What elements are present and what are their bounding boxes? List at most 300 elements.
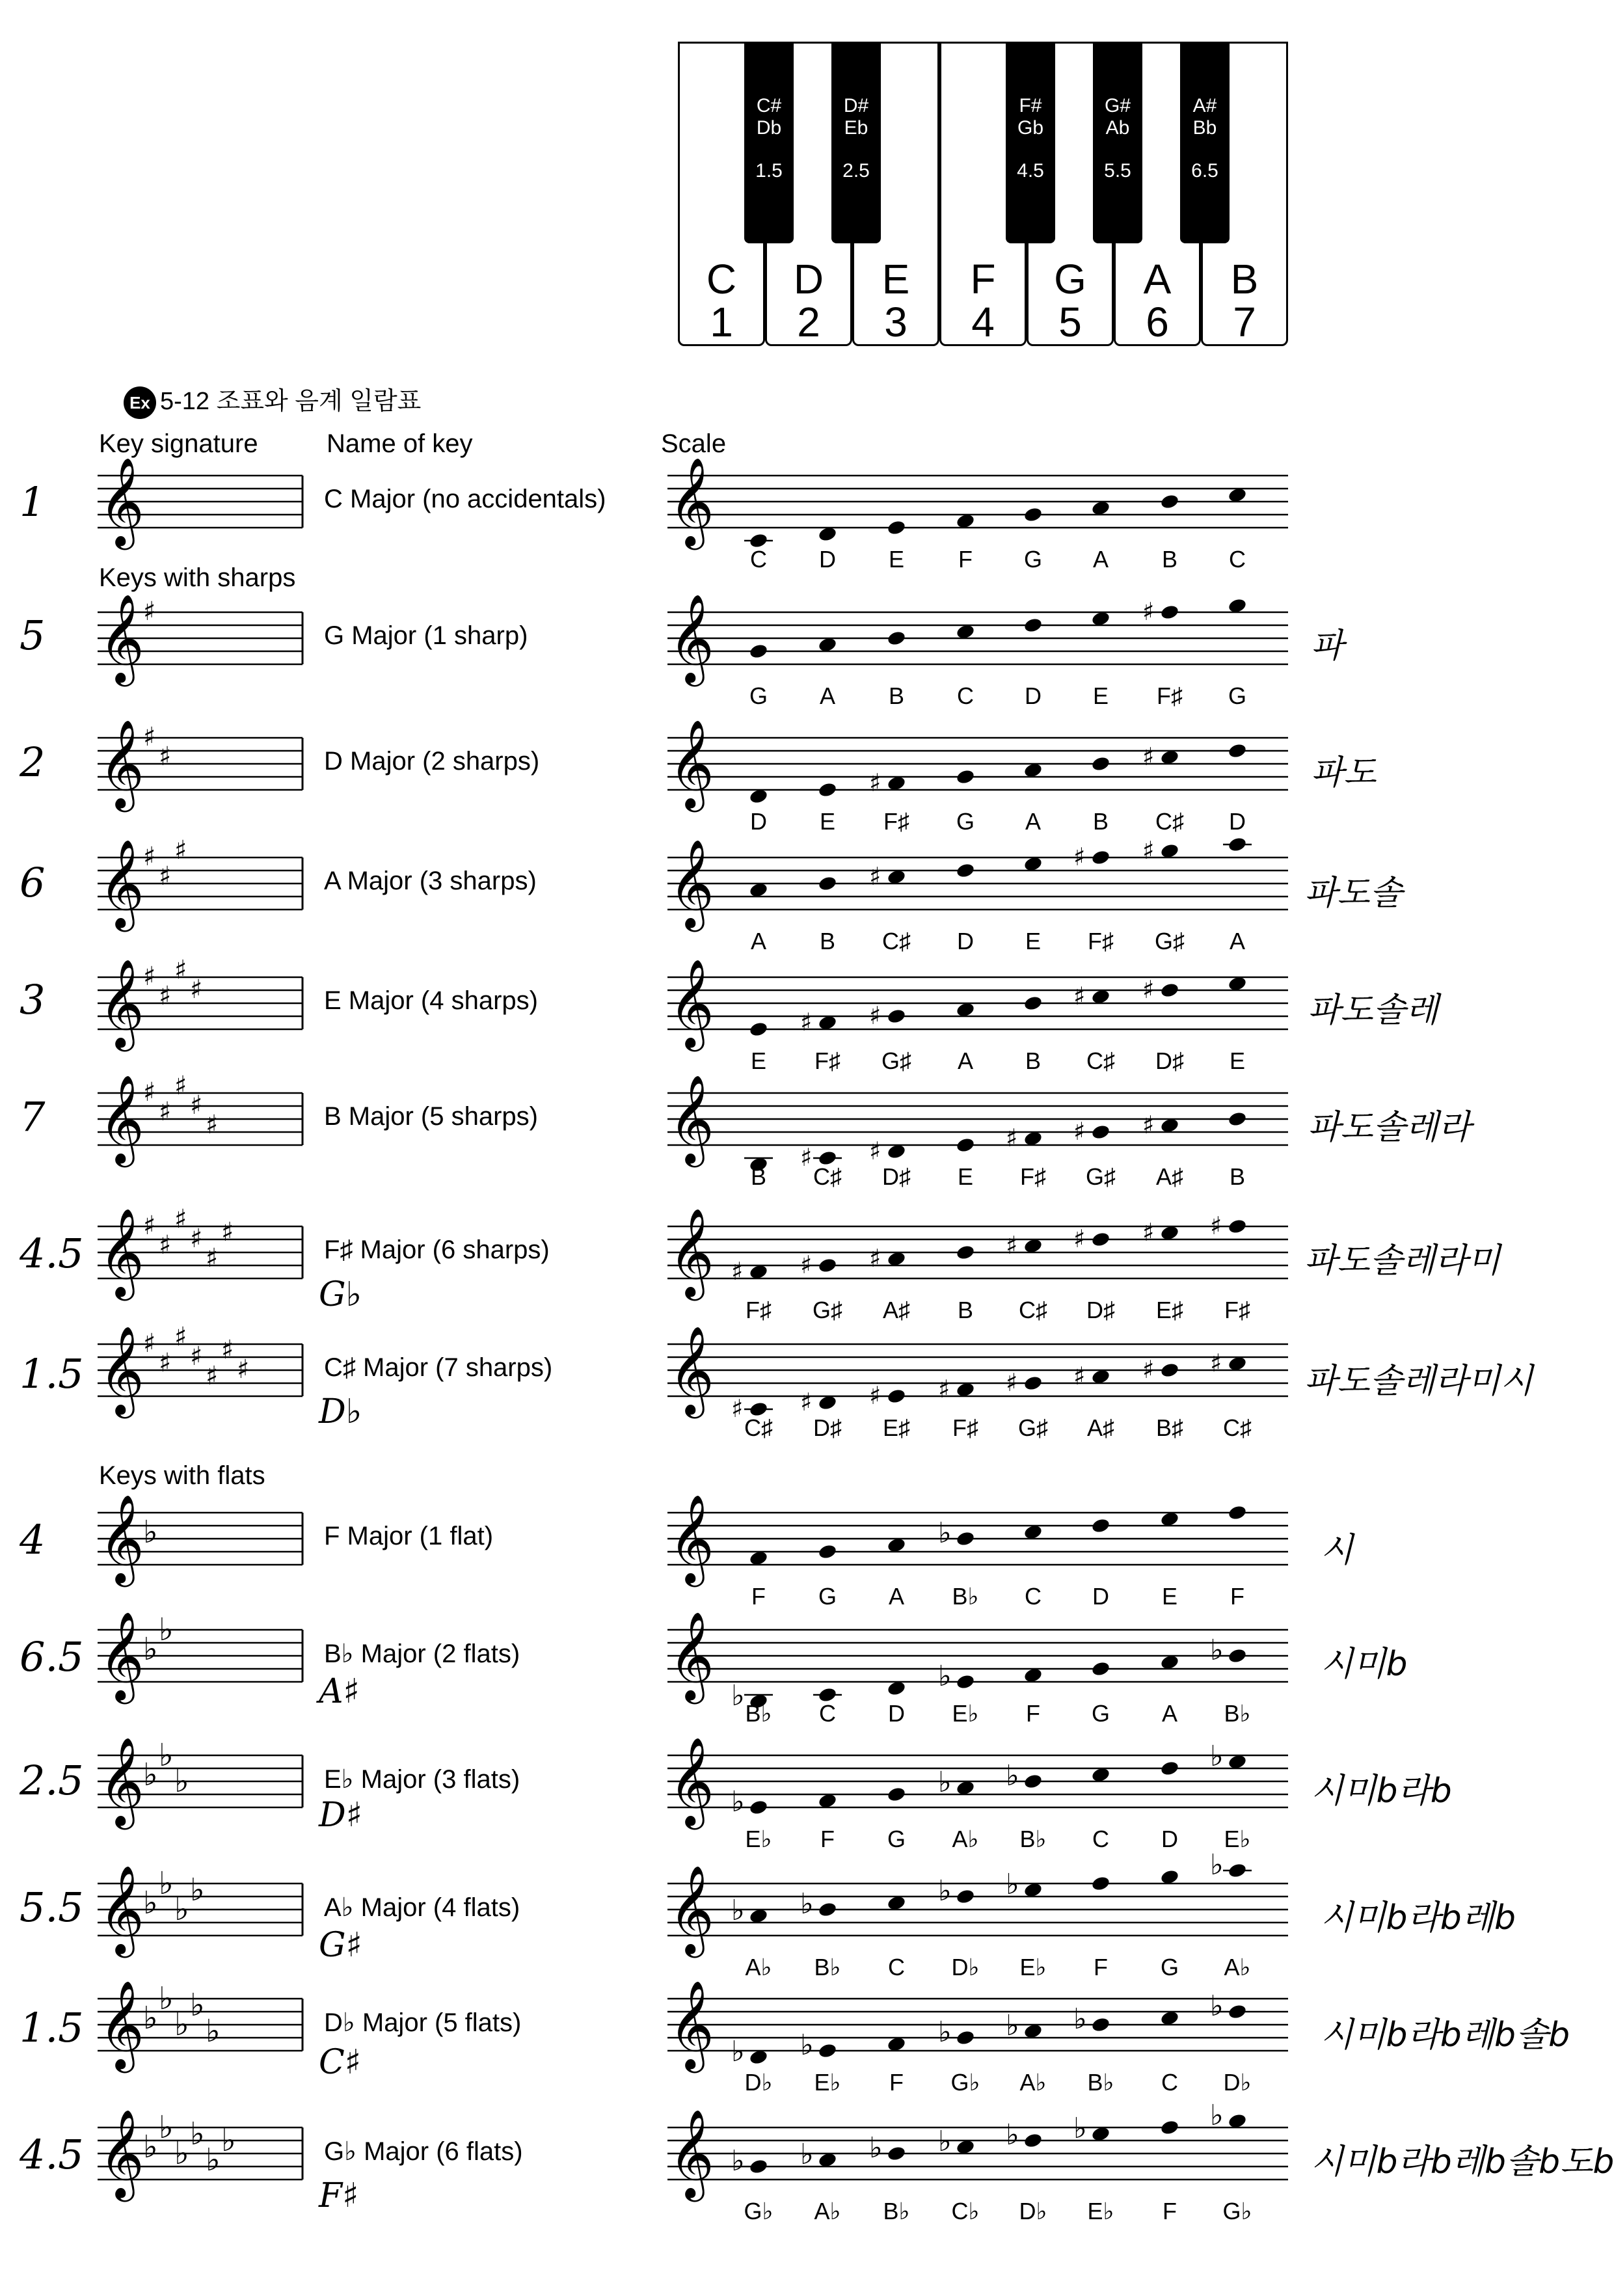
flat-icon: ♭ <box>869 2131 883 2165</box>
scale-note-label: C <box>1025 1583 1042 1610</box>
key-signature-staff <box>91 951 312 1055</box>
sharp-icon: ♯ <box>1142 975 1155 1004</box>
handwritten-solfege: 시미b라b레b솔b <box>1321 2016 1570 2055</box>
margin-annotation: 5 <box>20 612 46 659</box>
margin-annotation: 7 <box>20 1093 46 1141</box>
sharp-icon: ♯ <box>206 1243 219 1273</box>
sharp-icon: ♯ <box>190 1342 203 1371</box>
scale-note-label: A <box>888 1583 904 1610</box>
margin-annotation: 1.5 <box>20 2004 84 2051</box>
key-name: D Major (2 sharps) <box>324 747 540 776</box>
sharp-icon: ♯ <box>1073 1224 1086 1253</box>
scale-note-label: C <box>1161 2069 1178 2096</box>
sharp-icon: ♯ <box>159 1348 172 1378</box>
key-flat-name: Ab <box>1105 117 1130 139</box>
key-flat-name: Gb <box>1017 117 1044 139</box>
treble-clef-icon: 𝄞 <box>669 456 714 546</box>
black-key-d-sharp <box>831 42 881 243</box>
note-head <box>1160 982 1180 999</box>
flat-icon: ♭ <box>190 2116 205 2152</box>
scale-note-label: A <box>819 682 835 709</box>
key-signature-staff <box>91 450 312 554</box>
handwritten-enharmonic: G♯ <box>319 1926 362 1965</box>
note-head <box>749 1021 769 1038</box>
margin-annotation: 1.5 <box>20 1350 84 1398</box>
note-head <box>1091 1231 1111 1248</box>
scale-note-label: F <box>1163 2198 1177 2224</box>
key-sharp-name: C# <box>756 95 782 116</box>
black-key-g-sharp <box>1093 42 1142 243</box>
key-signature-staff <box>91 1487 312 1591</box>
treble-clef-icon: 𝄞 <box>669 2108 714 2198</box>
scale-note-label: D♭ <box>1019 2198 1047 2224</box>
scale-note-label: B♭ <box>1087 2069 1114 2096</box>
flat-icon: ♭ <box>143 2129 158 2165</box>
flat-icon: ♭ <box>1006 2118 1019 2152</box>
scale-note-label: A <box>957 1047 973 1074</box>
treble-clef-icon: 𝄞 <box>99 718 144 808</box>
scale-note-label: C♯ <box>813 1163 842 1190</box>
scale-note-label: A <box>1092 546 1109 573</box>
key-name: C♯ Major (7 sharps) <box>324 1353 553 1382</box>
scale-note-label: G <box>956 808 975 835</box>
scale-note-label: C♯ <box>744 1414 773 1441</box>
scale-note-label: C <box>957 682 974 709</box>
handwritten-solfege: 시미b라b레b솔b도b <box>1311 2142 1614 2181</box>
note-head <box>1023 2132 1043 2149</box>
flat-icon: ♭ <box>174 2006 189 2043</box>
scale-note-label: G♭ <box>744 2198 773 2224</box>
flat-icon: ♭ <box>938 1766 952 1799</box>
key-name: D♭ Major (5 flats) <box>324 2008 522 2037</box>
margin-annotation: 5.5 <box>20 1884 84 1931</box>
note-head <box>1091 1517 1111 1534</box>
sharp-icon: ♯ <box>159 742 172 772</box>
handwritten-solfege: 파도 <box>1311 753 1377 792</box>
sharp-icon: ♯ <box>174 1322 187 1352</box>
scale-note-label: D♭ <box>744 2069 773 2096</box>
sharp-icon: ♯ <box>1210 1349 1222 1377</box>
sharp-icon: ♯ <box>1142 597 1155 626</box>
scale-note-label: A♭ <box>1019 2069 1047 2096</box>
key-number: 7 <box>1233 299 1256 345</box>
note-head <box>1023 995 1043 1012</box>
scale-note-label: E♯ <box>882 1414 910 1441</box>
sharp-icon: ♯ <box>731 1257 744 1286</box>
handwritten-solfege: 시 <box>1321 1531 1354 1570</box>
scale-note-label: E <box>957 1163 973 1190</box>
flat-icon: ♭ <box>206 2013 221 2049</box>
scale-note-label: F♯ <box>1088 928 1114 954</box>
sharp-icon: ♯ <box>869 1001 881 1030</box>
sharp-icon: ♯ <box>800 1143 813 1172</box>
note-head <box>1228 2003 1248 2020</box>
treble-clef-icon: 𝄞 <box>669 1979 714 2069</box>
note-head <box>956 768 976 785</box>
flat-icon: ♭ <box>938 2125 952 2158</box>
note-head <box>749 2158 769 2175</box>
key-name: E Major (4 sharps) <box>324 986 538 1015</box>
black-key-a-sharp <box>1180 42 1230 243</box>
figure-title <box>124 381 421 419</box>
treble-clef-icon: 𝄞 <box>669 1207 714 1297</box>
scale-note-label: D♭ <box>951 1954 980 1980</box>
sharp-icon: ♯ <box>143 722 156 752</box>
scale-note-label: B♭ <box>814 1954 841 1980</box>
scale-note-label: B <box>888 682 904 709</box>
sharp-icon: ♯ <box>174 1071 187 1101</box>
margin-annotation: 3 <box>20 976 46 1023</box>
sharp-icon: ♯ <box>143 1211 156 1241</box>
scale-note-label: D♯ <box>1086 1297 1115 1323</box>
scale-note-label: E <box>819 808 835 835</box>
flat-icon: ♭ <box>1210 2099 1224 2132</box>
scale-note-label: E♯ <box>1155 1297 1183 1323</box>
handwritten-enharmonic: C♯ <box>319 2043 361 2082</box>
scale-note-label: F <box>958 546 973 573</box>
sharp-icon: ♯ <box>221 1217 234 1247</box>
treble-clef-icon: 𝄞 <box>99 1864 144 1954</box>
note-head <box>1160 604 1180 621</box>
scale-note-label: B <box>1025 1047 1041 1074</box>
scale-note-label: C♭ <box>951 2198 980 2224</box>
sharp-icon: ♯ <box>869 1381 881 1410</box>
flat-icon: ♭ <box>731 1785 745 1818</box>
flat-icon: ♭ <box>143 1757 158 1793</box>
note-head <box>887 2145 907 2162</box>
key-sharp-name: A# <box>1192 95 1217 116</box>
treble-clef-icon: 𝄞 <box>669 1864 714 1954</box>
note-head <box>818 1257 838 1274</box>
scale-note-label: B♭ <box>1019 1826 1047 1852</box>
scale-note-label: A♯ <box>1086 1414 1114 1441</box>
scale-note-label: E♭ <box>745 1826 772 1852</box>
scale-note-label: F <box>1026 1700 1040 1727</box>
key-name: B Major (5 sharps) <box>324 1102 538 1131</box>
margin-annotation: 4.5 <box>20 2131 84 2178</box>
handwritten-solfege: 시미b라b레b <box>1321 1898 1516 1938</box>
key-number: 5 <box>1058 299 1082 345</box>
sharp-icon: ♯ <box>190 1090 203 1120</box>
sharp-icon: ♯ <box>190 1224 203 1254</box>
key-signature-staff <box>91 1857 312 1962</box>
note-head <box>749 643 769 660</box>
handwritten-enharmonic: A♯ <box>319 1672 360 1711</box>
scale-note-label: F♯ <box>814 1047 841 1074</box>
flat-icon: ♭ <box>1210 1990 1224 2023</box>
note-head <box>818 2042 838 2059</box>
sharp-icon: ♯ <box>237 1355 250 1384</box>
note-head <box>1228 1862 1248 1879</box>
key-number: 1 <box>710 299 733 345</box>
treble-clef-icon: 𝄞 <box>99 958 144 1047</box>
note-head <box>749 1799 769 1816</box>
scale-note-label: E <box>1229 1047 1245 1074</box>
scale-note-label: A <box>750 928 766 954</box>
scale-note-label: E <box>888 546 904 573</box>
treble-clef-icon: 𝄞 <box>99 838 144 928</box>
scale-note-label: C <box>1229 546 1246 573</box>
scale-note-label: C <box>1092 1826 1109 1852</box>
black-key-f-sharp <box>1006 42 1055 243</box>
key-name: F Major (1 flat) <box>324 1522 494 1550</box>
flat-icon: ♭ <box>143 1514 158 1550</box>
handwritten-solfege: 파도솔레 <box>1308 991 1438 1030</box>
sharp-icon: ♯ <box>143 1329 156 1358</box>
sharp-icon: ♯ <box>174 955 187 985</box>
key-signature-staff <box>91 2101 312 2206</box>
scale-note-label: A♭ <box>814 2198 841 2224</box>
sharp-icon: ♯ <box>174 835 187 865</box>
flat-icon: ♭ <box>938 1660 952 1693</box>
flat-icon: ♭ <box>143 2000 158 2036</box>
key-flat-name: Eb <box>844 117 868 139</box>
section-flats: Keys with flats <box>99 1461 265 1490</box>
scale-note-label: A♯ <box>1155 1163 1183 1190</box>
flat-icon: ♭ <box>174 1763 189 1800</box>
scale-note-label: E <box>1161 1583 1177 1610</box>
key-signature-staff <box>91 712 312 816</box>
flat-icon: ♭ <box>1073 2112 1087 2145</box>
scale-note-label: E♭ <box>814 2069 841 2096</box>
note-head <box>1023 506 1043 523</box>
scale-note-label: B <box>957 1297 973 1323</box>
handwritten-enharmonic: F♯ <box>319 2176 359 2215</box>
section-sharps: Keys with sharps <box>99 563 296 592</box>
note-head <box>1091 755 1111 772</box>
key-name: B♭ Major (2 flats) <box>324 1640 520 1668</box>
sharp-icon: ♯ <box>1142 1111 1155 1139</box>
key-signature-staff <box>91 1318 312 1422</box>
key-number: 3 <box>884 299 908 345</box>
scale-note-label: F <box>820 1826 835 1852</box>
sharp-icon: ♯ <box>1210 1211 1222 1240</box>
flat-icon: ♭ <box>731 2035 745 2068</box>
flat-icon: ♭ <box>159 1737 174 1774</box>
key-number: 4.5 <box>1017 160 1044 182</box>
scale-note-label: F <box>751 1583 766 1610</box>
flat-icon: ♭ <box>1210 1634 1224 1667</box>
flat-icon: ♭ <box>938 1517 952 1550</box>
treble-clef-icon: 𝄞 <box>669 1325 714 1414</box>
scale-note-label: G <box>1023 546 1042 573</box>
key-signature-staff <box>91 1729 312 1833</box>
scale-note-label: E♭ <box>1087 2198 1114 2224</box>
key-name: A <box>1143 256 1172 303</box>
key-name: F♯ Major (6 sharps) <box>324 1236 550 1264</box>
note-head <box>956 862 976 879</box>
sharp-icon: ♯ <box>1142 1218 1155 1247</box>
scale-note-label: G <box>887 1826 906 1852</box>
note-head <box>887 1786 907 1803</box>
key-number: 2.5 <box>842 160 870 182</box>
note-head <box>1228 1218 1248 1235</box>
scale-note-label: G <box>1228 682 1246 709</box>
header-key-signature: Key signature <box>99 429 258 458</box>
key-sharp-name: D# <box>843 95 869 116</box>
scale-note-label: E <box>1092 682 1109 709</box>
flat-icon: ♭ <box>800 2029 814 2062</box>
flat-icon: ♭ <box>206 2142 221 2178</box>
sharp-icon: ♯ <box>143 962 156 992</box>
handwritten-solfege: 파도솔 <box>1304 874 1403 913</box>
treble-clef-icon: 𝄞 <box>99 1610 144 1700</box>
header-scale: Scale <box>661 429 727 458</box>
scale-note-label: E♭ <box>1019 1954 1047 1980</box>
flat-icon: ♭ <box>174 1891 189 1928</box>
sharp-icon: ♯ <box>731 1394 744 1423</box>
scale-note-label: A♭ <box>745 1954 772 1980</box>
note-head <box>1228 1647 1248 1664</box>
sharp-icon: ♯ <box>159 981 172 1011</box>
scale-note-label: D <box>1161 1826 1178 1852</box>
treble-clef-icon: 𝄞 <box>99 2108 144 2198</box>
treble-clef-icon: 𝄞 <box>669 838 714 928</box>
flat-icon: ♭ <box>731 1679 745 1712</box>
note-head <box>1160 1760 1180 1777</box>
title-text: 5-12 조표와 음계 일람표 <box>160 388 422 415</box>
scale-note-label: B <box>819 928 835 954</box>
treble-clef-icon: 𝄞 <box>669 593 714 682</box>
flat-icon: ♭ <box>731 1894 745 1927</box>
scale-note-label: G <box>1160 1954 1179 1980</box>
key-name: C <box>706 256 737 303</box>
note-head <box>956 1244 976 1261</box>
scale-note-label: D♭ <box>1223 2069 1252 2096</box>
sharp-icon: ♯ <box>143 597 156 627</box>
scale-note-label: E <box>1025 928 1041 954</box>
treble-clef-icon: 𝄞 <box>99 456 144 546</box>
scale-note-label: D♯ <box>1155 1047 1184 1074</box>
scale-note-label: B♭ <box>883 2198 910 2224</box>
scale-note-label: D♯ <box>813 1414 842 1441</box>
scale-note-label: G♯ <box>1017 1414 1048 1441</box>
scale-note-label: F♯ <box>952 1414 978 1441</box>
sharp-icon: ♯ <box>1073 982 1086 1010</box>
note-head <box>1091 1875 1111 1892</box>
key-name: E <box>881 256 910 303</box>
scale-note-label: F♯ <box>883 808 909 835</box>
key-name: D <box>793 256 824 303</box>
note-head <box>1023 1375 1043 1392</box>
key-number: 2 <box>797 299 820 345</box>
scale-note-label: D <box>1092 1583 1109 1610</box>
flat-icon: ♭ <box>221 2122 236 2159</box>
handwritten-enharmonic: D♭ <box>319 1392 362 1431</box>
scale-note-label: D♯ <box>882 1163 911 1190</box>
scale-note-label: B♭ <box>745 1700 772 1727</box>
flat-icon: ♭ <box>938 2016 952 2049</box>
sharp-icon: ♯ <box>206 1361 219 1391</box>
note-head <box>1228 836 1248 853</box>
treble-clef-icon: 𝄞 <box>99 1736 144 1826</box>
flat-icon: ♭ <box>159 1865 174 1902</box>
sharp-icon: ♯ <box>190 975 203 1005</box>
sharp-icon: ♯ <box>143 842 156 872</box>
scale-note-label: D <box>750 808 767 835</box>
key-name: G Major (1 sharp) <box>324 621 528 650</box>
key-signature-staff <box>91 1067 312 1171</box>
note-head <box>1160 1362 1180 1379</box>
scale-note-label: F <box>1230 1583 1244 1610</box>
black-key-c-sharp <box>744 42 794 243</box>
scale-note-label: B♯ <box>1155 1414 1183 1441</box>
note-head <box>956 1673 976 1690</box>
key-flat-name: Bb <box>1192 117 1217 139</box>
treble-clef-icon: 𝄞 <box>669 1610 714 1700</box>
flat-icon: ♭ <box>1210 1848 1224 1882</box>
sharp-icon: ♯ <box>1073 1362 1086 1390</box>
key-number: 6.5 <box>1191 160 1218 182</box>
key-signature-staff <box>91 1604 312 1708</box>
key-number: 6 <box>1146 299 1169 345</box>
note-head <box>1091 1124 1111 1141</box>
treble-clef-icon: 𝄞 <box>99 1493 144 1583</box>
scale-note-label: A <box>1161 1700 1177 1727</box>
flat-icon: ♭ <box>1210 1740 1224 1773</box>
sharp-icon: ♯ <box>869 862 881 891</box>
handwritten-solfege: 시미b라b <box>1311 1772 1452 1811</box>
scale-note-label: C♯ <box>882 928 911 954</box>
margin-annotation: 6.5 <box>20 1633 84 1681</box>
key-name: E♭ Major (3 flats) <box>324 1765 520 1794</box>
sharp-icon: ♯ <box>159 1230 172 1260</box>
piano-keyboard <box>678 42 1289 346</box>
header-name-of-key: Name of key <box>327 429 473 458</box>
scale-note-label: C <box>819 1700 836 1727</box>
flat-icon: ♭ <box>1006 1759 1019 1792</box>
sharp-icon: ♯ <box>143 1077 156 1107</box>
scale-note-label: F♯ <box>1224 1297 1250 1323</box>
scale-note-label: C <box>888 1954 905 1980</box>
handwritten-solfege: 파도솔레라미시 <box>1304 1362 1533 1401</box>
key-name: G♭ Major (6 flats) <box>324 2137 523 2166</box>
scale-note-label: G <box>818 1583 837 1610</box>
scale-note-label: G♭ <box>1222 2198 1252 2224</box>
scale-note-label: B <box>1229 1163 1245 1190</box>
key-sharp-name: F# <box>1019 95 1042 116</box>
scale-note-label: A <box>1025 808 1041 835</box>
scale-note-label: E♭ <box>952 1700 979 1727</box>
handwritten-solfege: 파도솔레라미 <box>1304 1241 1501 1280</box>
treble-clef-icon: 𝄞 <box>99 1207 144 1297</box>
scale-note-label: C♯ <box>1019 1297 1047 1323</box>
scale-note-label: F <box>889 2069 904 2096</box>
sharp-icon: ♯ <box>938 1375 950 1403</box>
note-head <box>1023 1773 1043 1790</box>
scale-note-label: G♯ <box>812 1297 842 1323</box>
key-number: 5.5 <box>1104 160 1131 182</box>
key-number: 4 <box>971 299 995 345</box>
sharp-icon: ♯ <box>221 1335 234 1365</box>
note-head <box>887 1388 907 1405</box>
key-signature-staff <box>91 1200 312 1304</box>
key-name: F <box>970 256 996 303</box>
sharp-icon: ♯ <box>1073 1117 1086 1146</box>
scale-note-label: B <box>1161 546 1177 573</box>
flat-icon: ♭ <box>190 1872 205 1908</box>
scale-note-label: G <box>749 682 768 709</box>
sharp-icon: ♯ <box>1073 843 1086 871</box>
note-head <box>818 1543 838 1560</box>
scale-note-label: F♯ <box>1157 682 1183 709</box>
scale-note-label: C♯ <box>1086 1047 1115 1074</box>
flat-icon: ♭ <box>1073 2003 1087 2036</box>
treble-clef-icon: 𝄞 <box>669 1493 714 1583</box>
scale-note-label: G♯ <box>1154 928 1185 954</box>
key-signature-staff <box>91 831 312 936</box>
scale-note-label: C <box>750 546 767 573</box>
